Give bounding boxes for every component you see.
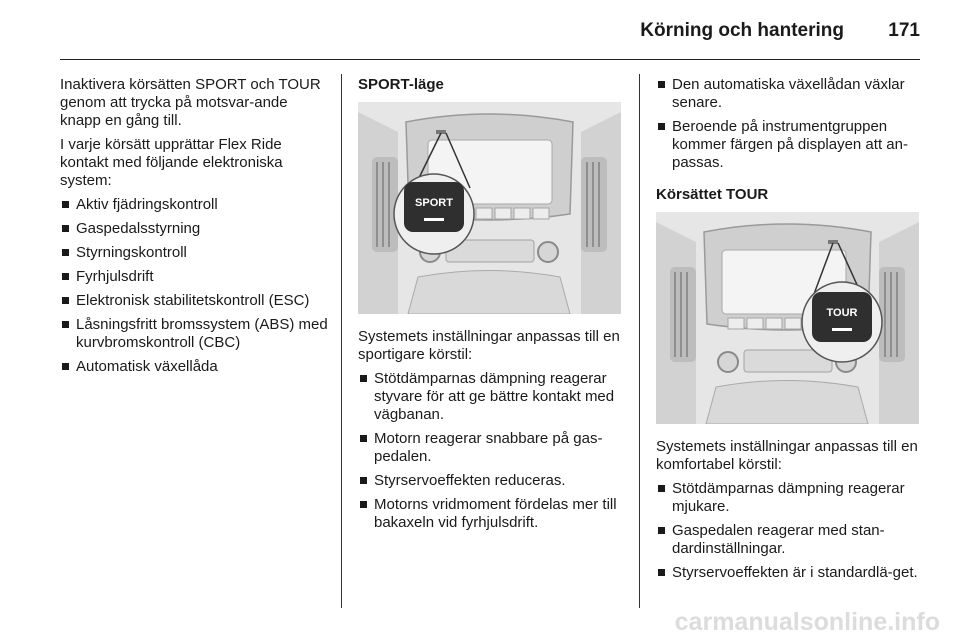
tour-mode-heading: Körsättet TOUR	[656, 186, 769, 203]
list-item: Stötdämparnas dämpning reagerar styvare för att ge bättre kontakt med vägbanan.	[358, 370, 624, 424]
list-item: Gaspedalen reagerar med stan-dardinställningar.	[656, 522, 924, 558]
sport-mode-figure	[358, 102, 621, 314]
list-item: Motorn reagerar snabbare på gas-pedalen.	[358, 430, 624, 466]
sport-intro: Systemets inställningar anpassas till en sportigare körstil:	[358, 328, 620, 363]
tour-intro: Systemets inställningar anpassas till en komfortabel körstil:	[656, 438, 918, 473]
tour-mode-figure	[656, 212, 919, 424]
list-item: Styrningskontroll	[60, 244, 328, 262]
list-item: Den automatiska växellådan växlar senare.	[656, 76, 924, 112]
list-item: Gaspedalsstyrning	[60, 220, 328, 238]
list-item: Elektronisk stabilitetskontroll (ESC)	[60, 292, 328, 310]
list-item: Stötdämparnas dämpning reagerar mjukare.	[656, 480, 924, 516]
header-rule	[60, 59, 920, 60]
tour-button-label: TOUR	[826, 307, 858, 319]
page-number: 171	[888, 20, 920, 41]
sport-effects-list-continued	[656, 76, 924, 172]
list-item: Beroende på instrumentgruppen kommer färgen på displayen att an-passas.	[656, 118, 924, 172]
right-column	[656, 76, 924, 588]
list-item: Styrservoeffekten är i standardlä-get.	[656, 564, 924, 582]
tour-effects-list	[656, 480, 924, 582]
column-divider-left	[341, 74, 342, 608]
systems-paragraph: I varje körsätt upprättar Flex Ride kontakt med följande elektroniska system:	[60, 136, 283, 189]
list-item: Motorns vridmoment fördelas mer till bakaxeln vid fyrhjulsdrift.	[358, 496, 624, 532]
sport-effects-list	[358, 370, 624, 532]
list-item: Automatisk växellåda	[60, 358, 328, 376]
page-header-title: Körning och hantering	[640, 20, 844, 41]
left-column	[60, 76, 328, 382]
list-item: Aktiv fjädringskontroll	[60, 196, 328, 214]
dashboard-illustration	[656, 212, 919, 424]
sport-mode-heading: SPORT-läge	[358, 76, 444, 93]
systems-list	[60, 196, 328, 376]
intro-paragraph: Inaktivera körsätten SPORT och TOUR genom att trycka på motsvar-ande knapp en gång till.	[60, 76, 321, 129]
list-item: Låsningsfritt bromssystem (ABS) med kurvbromskontroll (CBC)	[60, 316, 328, 352]
list-item: Styrservoeffekten reduceras.	[358, 472, 624, 490]
middle-column	[358, 76, 624, 538]
column-divider-right	[639, 74, 640, 608]
list-item: Fyrhjulsdrift	[60, 268, 328, 286]
watermark: carmanualsonline.info	[674, 608, 940, 636]
dashboard-illustration	[358, 102, 621, 314]
sport-button-label: SPORT	[415, 197, 453, 209]
